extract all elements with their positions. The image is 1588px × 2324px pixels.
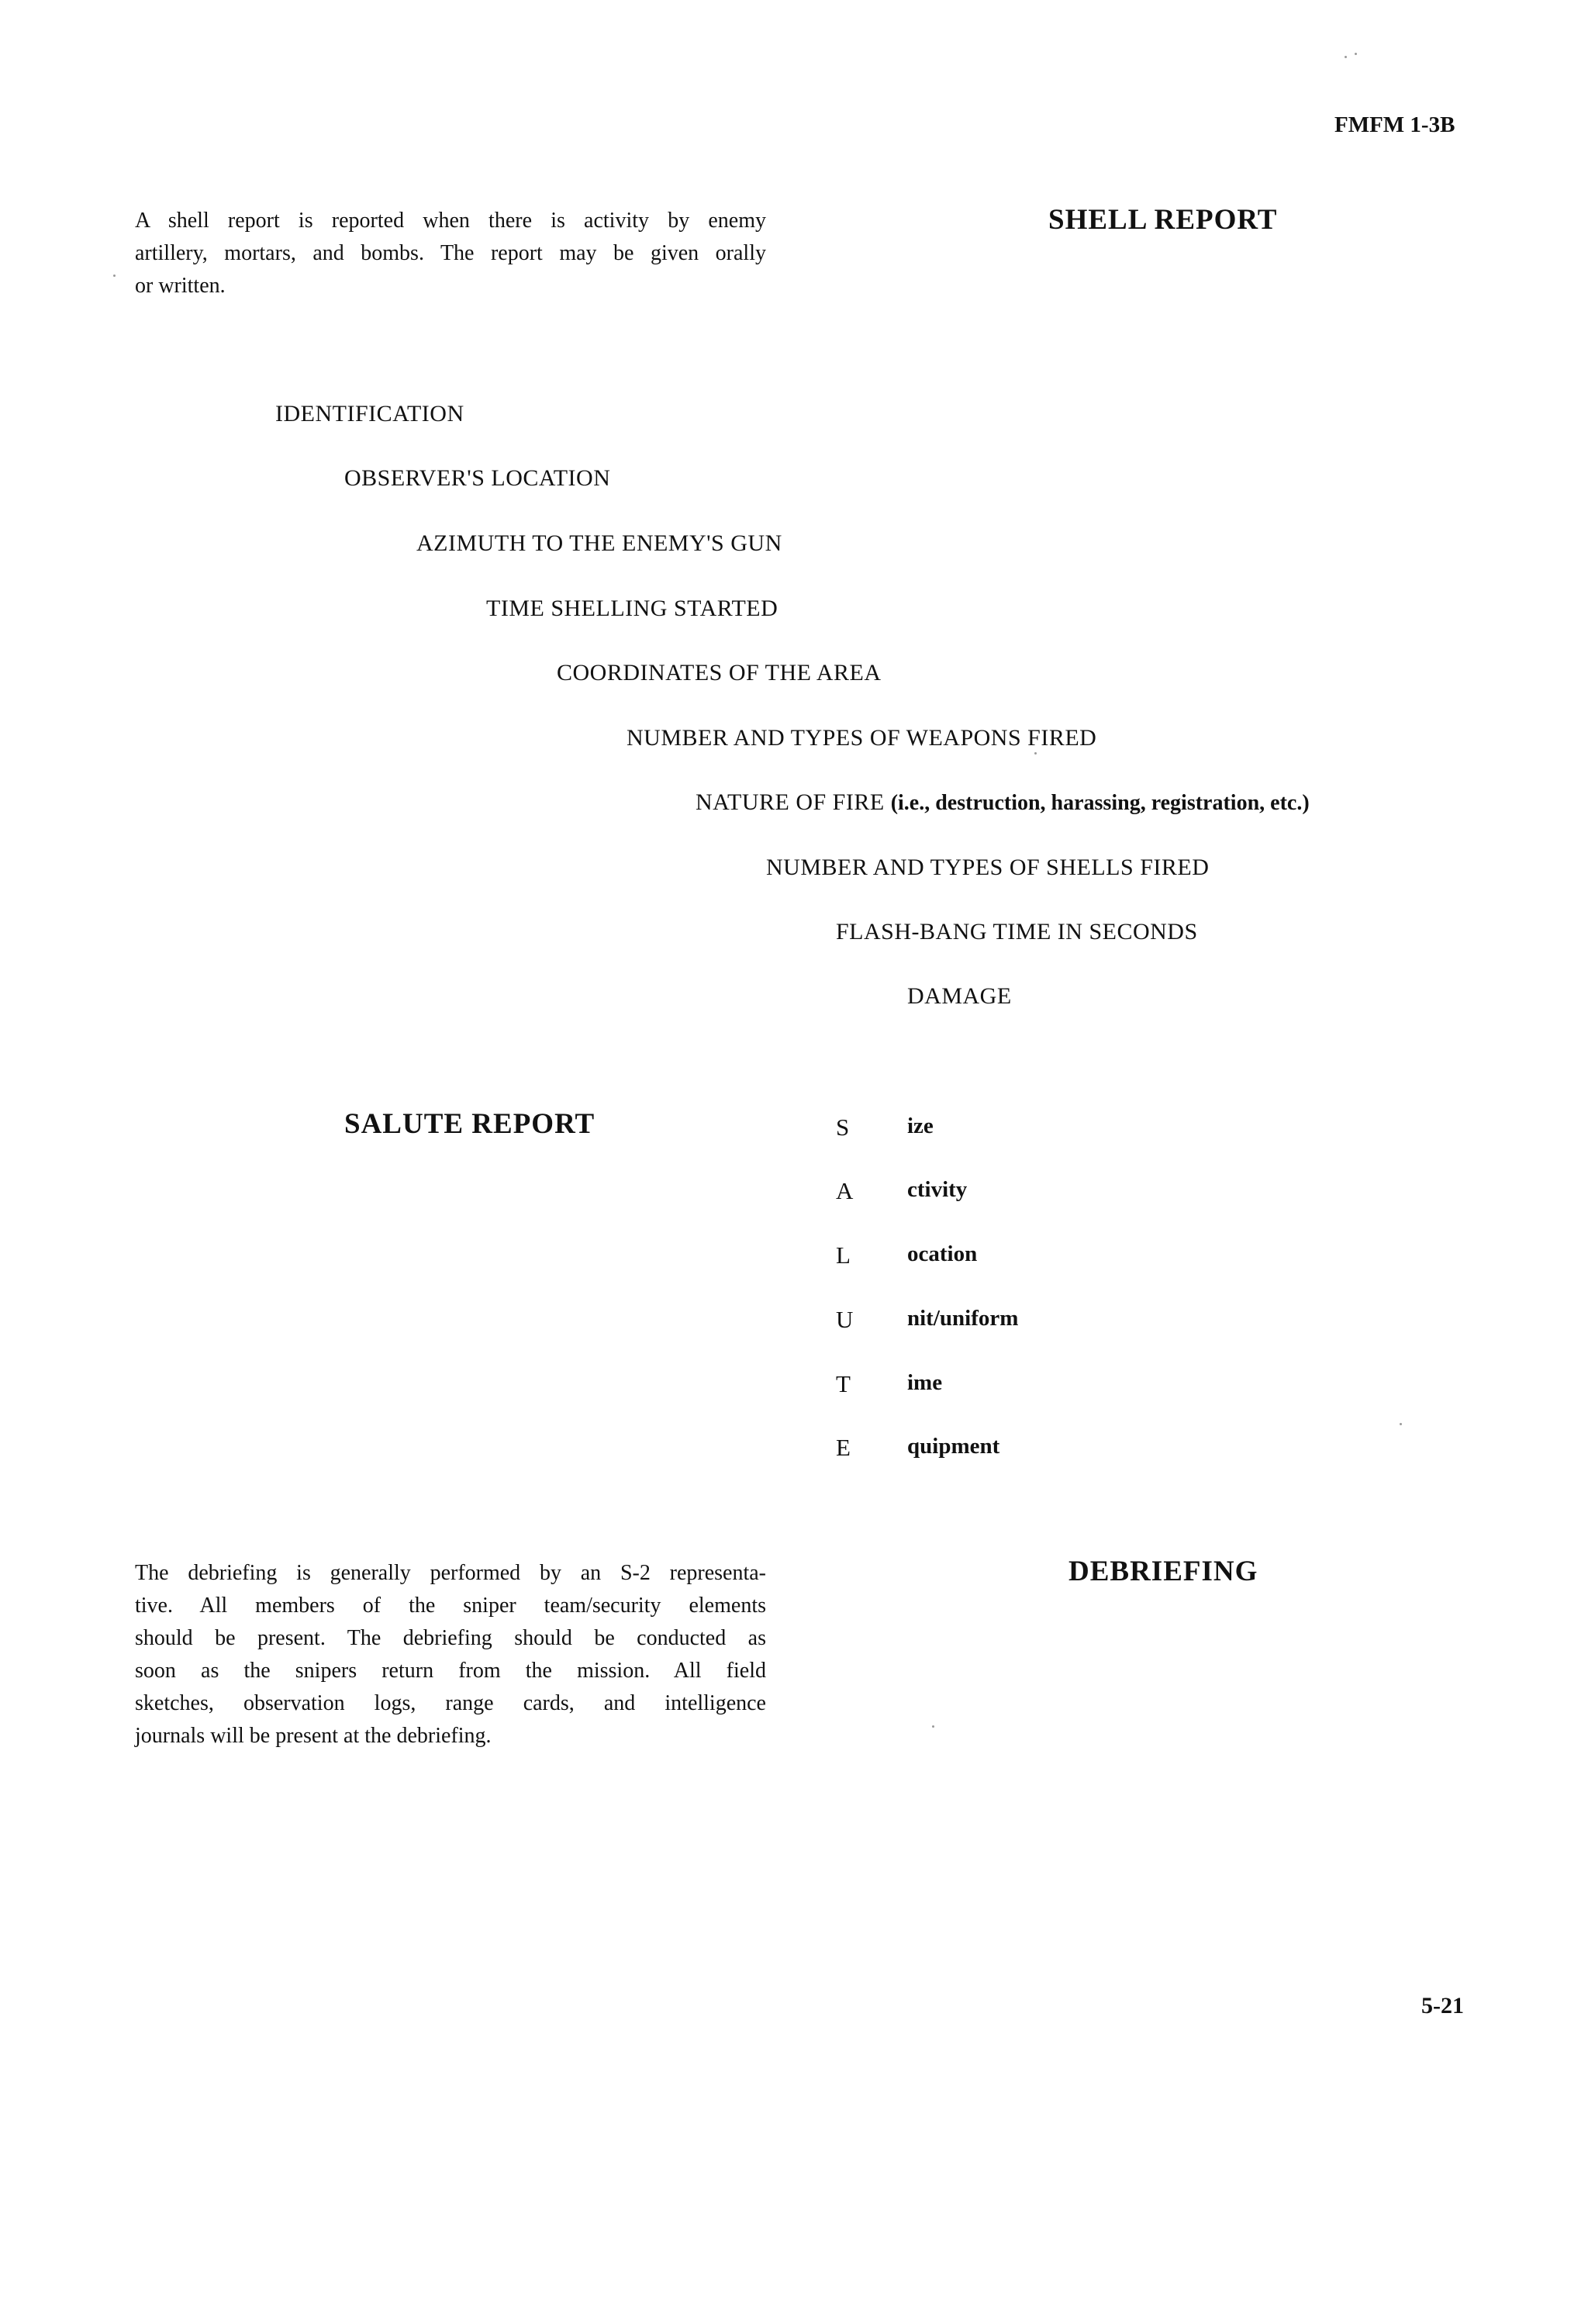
salute-word: ocation bbox=[907, 1241, 978, 1266]
salute-word: nit/uniform bbox=[907, 1306, 1019, 1331]
page-number: 5-21 bbox=[1421, 1993, 1464, 2018]
shell-item-damage: DAMAGE bbox=[907, 983, 1012, 1009]
shell-item-shells-fired: NUMBER AND TYPES OF SHELLS FIRED bbox=[766, 855, 1210, 880]
salute-report-heading: SALUTE REPORT bbox=[344, 1108, 596, 1140]
debriefing-paragraph bbox=[135, 1557, 766, 1752]
salute-word: ime bbox=[907, 1370, 943, 1395]
debriefing-line: The debriefing is generally performed by an S-2 representa- bbox=[135, 1561, 766, 1585]
salute-letter: L bbox=[836, 1241, 851, 1269]
shell-item-time-started: TIME SHELLING STARTED bbox=[486, 596, 778, 621]
document-id: FMFM 1-3B bbox=[1334, 112, 1455, 137]
debriefing-heading: DEBRIEFING bbox=[1068, 1556, 1258, 1587]
shell-item-azimuth: AZIMUTH TO THE ENEMY'S GUN bbox=[416, 530, 782, 556]
scan-speck bbox=[1400, 1423, 1402, 1425]
debriefing-line: soon as the snipers return from the mission. All field bbox=[135, 1659, 766, 1683]
scan-speck bbox=[1345, 56, 1347, 58]
debriefing-line: journals will be present at the debriefing. bbox=[135, 1724, 492, 1748]
shell-item-observer-location: OBSERVER'S LOCATION bbox=[344, 465, 611, 491]
salute-word: ctivity bbox=[907, 1177, 968, 1202]
intro-line: or written. bbox=[135, 274, 226, 298]
scan-speck bbox=[113, 275, 116, 277]
salute-letter: A bbox=[836, 1177, 854, 1204]
salute-letter: S bbox=[836, 1114, 850, 1141]
salute-word: quipment bbox=[907, 1434, 1000, 1459]
shell-item-nature-of-fire bbox=[696, 789, 1310, 816]
debriefing-line: sketches, observation logs, range cards, and intelligence bbox=[135, 1691, 766, 1715]
shell-item-flash-bang: FLASH-BANG TIME IN SECONDS bbox=[836, 919, 1198, 944]
scan-speck bbox=[1034, 752, 1037, 755]
shell-item-weapons-fired: NUMBER AND TYPES OF WEAPONS FIRED bbox=[627, 725, 1097, 751]
shell-item-identification: IDENTIFICATION bbox=[275, 401, 464, 426]
salute-letter: E bbox=[836, 1434, 851, 1461]
salute-letter: U bbox=[836, 1306, 854, 1333]
scan-speck bbox=[932, 1725, 934, 1728]
shell-report-intro bbox=[135, 205, 766, 302]
nature-of-fire-label: NATURE OF FIRE bbox=[696, 789, 885, 815]
debriefing-line: should be present. The debriefing should be conducted as bbox=[135, 1626, 766, 1650]
scan-speck bbox=[1355, 53, 1357, 55]
intro-line: A shell report is reported when there is activity by enemy bbox=[135, 209, 766, 233]
shell-item-coordinates: COORDINATES OF THE AREA bbox=[557, 660, 882, 685]
nature-of-fire-detail: (i.e., destruction, harassing, registration, etc.) bbox=[890, 791, 1310, 815]
debriefing-line: tive. All members of the sniper team/security elements bbox=[135, 1594, 766, 1618]
salute-letter: T bbox=[836, 1370, 851, 1397]
intro-line: artillery, mortars, and bombs. The report may be given orally bbox=[135, 241, 766, 265]
salute-word: ize bbox=[907, 1114, 934, 1138]
shell-report-heading: SHELL REPORT bbox=[1048, 204, 1278, 236]
